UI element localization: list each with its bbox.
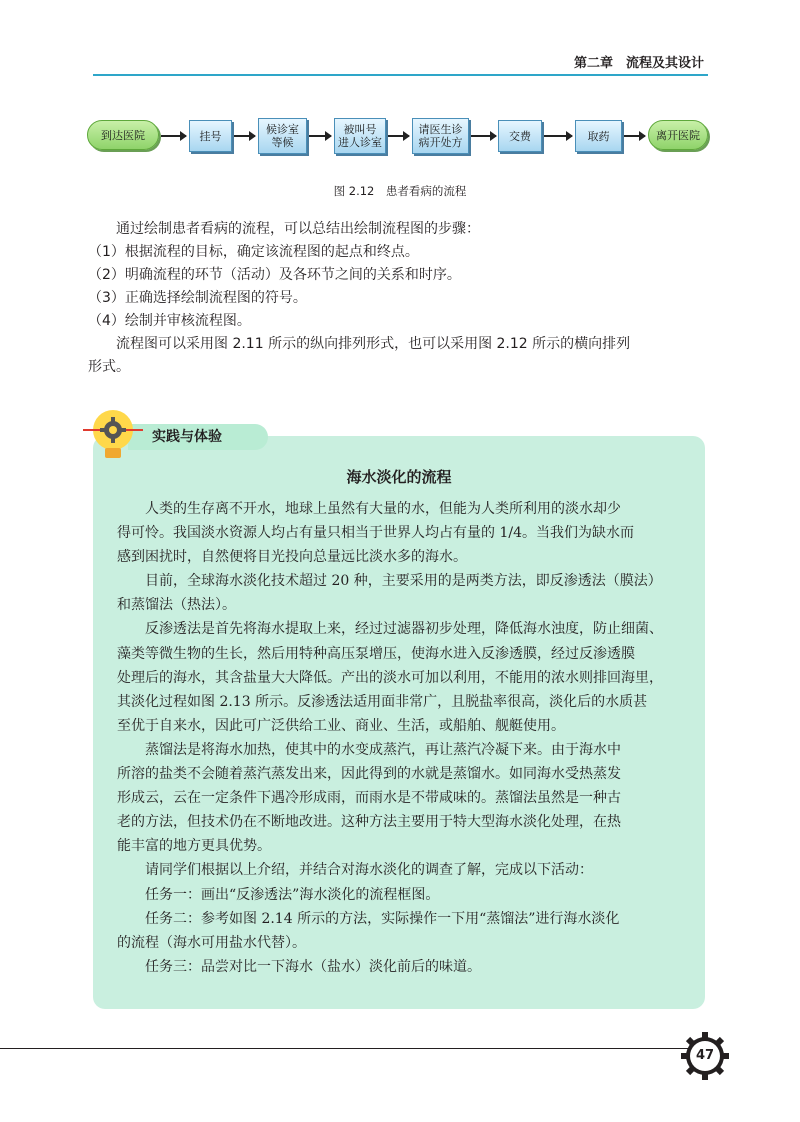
body-text	[88, 218, 718, 379]
practice-line: 至优于自来水，因此可广泛供给工业、商业、生活，或船舶、舰艇使用。	[117, 717, 565, 734]
flow-arrow	[388, 135, 409, 137]
practice-line: 得可怜。我国淡水资源人均占有量只相当于世界人均占有量的 1/4。当我们为缺水而	[117, 525, 634, 542]
body-line: 形式。	[88, 359, 130, 375]
flow-arrow	[544, 135, 572, 137]
page-number: 47	[695, 1048, 715, 1063]
practice-line: 和蒸馏法（热法）。	[117, 597, 236, 614]
footer-rule	[0, 1048, 690, 1049]
practice-line: 藻类等微生物的生长，然后用特种高压泵增压，使海水进入反渗透膜，经过反渗透膜	[117, 645, 635, 662]
flow-arrow	[471, 135, 496, 137]
practice-line: 形成云，云在一定条件下遇冷形成雨，而雨水是不带咸味的。蒸馏法虽然是一种古	[117, 790, 621, 807]
practice-line: 人类的生存离不开水，地球上虽然有大量的水，但能为人类所利用的淡水却少	[145, 501, 621, 517]
body-line: （3）正确选择绘制流程图的符号。	[88, 290, 307, 306]
body-line: 通过绘制患者看病的流程，可以总结出绘制流程图的步骤：	[116, 221, 480, 237]
flow-node-medicine: 取药	[575, 120, 622, 152]
practice-line: 其淡化过程如图 2.13 所示。反渗透法适用面非常广，且脱盐率很高，淡化后的水质甚	[117, 693, 648, 710]
flow-node-register: 挂号	[189, 120, 232, 152]
flow-node-diagnosis: 请医生诊 病开处方	[412, 118, 469, 154]
flow-node-waiting: 候诊室 等候	[258, 118, 307, 154]
flow-node-end: 离开医院	[648, 120, 708, 150]
practice-text	[117, 497, 689, 979]
chapter-header: 第二章 流程及其设计	[573, 56, 704, 71]
practice-line: 请同学们根据以上介绍，并结合对海水淡化的调查了解，完成以下活动：	[145, 862, 593, 879]
flow-arrow	[161, 135, 186, 137]
practice-line: 蒸馏法是将海水加热，使其中的水变成蒸汽，再让蒸汽冷凝下来。由于海水中	[145, 741, 621, 758]
practice-line: 任务一：画出“反渗透法”海水淡化的流程框图。	[145, 886, 440, 903]
body-line: 流程图可以采用图 2.11 所示的纵向排列形式，也可以采用图 2.12 所示的横向排列	[116, 336, 631, 352]
practice-line: 的流程（海水可用盐水代替）。	[117, 934, 306, 951]
practice-title: 海水淡化的流程	[346, 468, 452, 486]
flow-arrow	[624, 135, 645, 137]
flow-node-start: 到达医院	[87, 120, 159, 150]
flow-node-pay: 交费	[498, 120, 542, 152]
practice-line: 处理后的海水，其含盐量大大降低。产出的淡水可加以利用，不能用的浓水则排回海里，	[117, 669, 663, 686]
body-line: （4）绘制并审核流程图。	[88, 313, 251, 329]
body-line: （1）根据流程的目标，确定该流程图的起点和终点。	[88, 244, 419, 260]
practice-line: 能丰富的地方更具优势。	[117, 838, 271, 855]
practice-line: 目前，全球海水淡化技术超过 20 种，主要采用的是两类方法，即反渗透法（膜法）	[145, 573, 662, 590]
flow-node-called: 被叫号 进人诊室	[334, 118, 386, 154]
practice-tag: 实践与体验	[128, 424, 268, 450]
practice-line: 所溶的盐类不会随着蒸汽蒸发出来，因此得到的水就是蒸馏水。如同海水受热蒸发	[117, 766, 621, 783]
figure-caption: 图 2.12 患者看病的流程	[333, 184, 467, 198]
flow-arrow	[234, 135, 255, 137]
flowchart	[0, 0, 800, 200]
practice-line: 感到困扰时，自然便将目光投向总量远比淡水多的海水。	[117, 549, 467, 566]
lightbulb-gear-icon	[83, 404, 143, 464]
practice-line: 反渗透法是首先将海水提取上来，经过过滤器初步处理，降低海水浊度，防止细菌、	[145, 621, 663, 638]
practice-line: 任务二：参考如图 2.14 所示的方法，实际操作一下用“蒸馏法”进行海水淡化	[145, 910, 620, 927]
flow-arrow	[309, 135, 331, 137]
practice-line: 老的方法，但技术仍在不断地改进。这种方法主要用于特大型海水淡化处理，在热	[117, 814, 621, 831]
body-line: （2）明确流程的环节（活动）及各环节之间的关系和时序。	[88, 267, 461, 283]
practice-line: 任务三：品尝对比一下海水（盐水）淡化前后的味道。	[145, 958, 481, 975]
